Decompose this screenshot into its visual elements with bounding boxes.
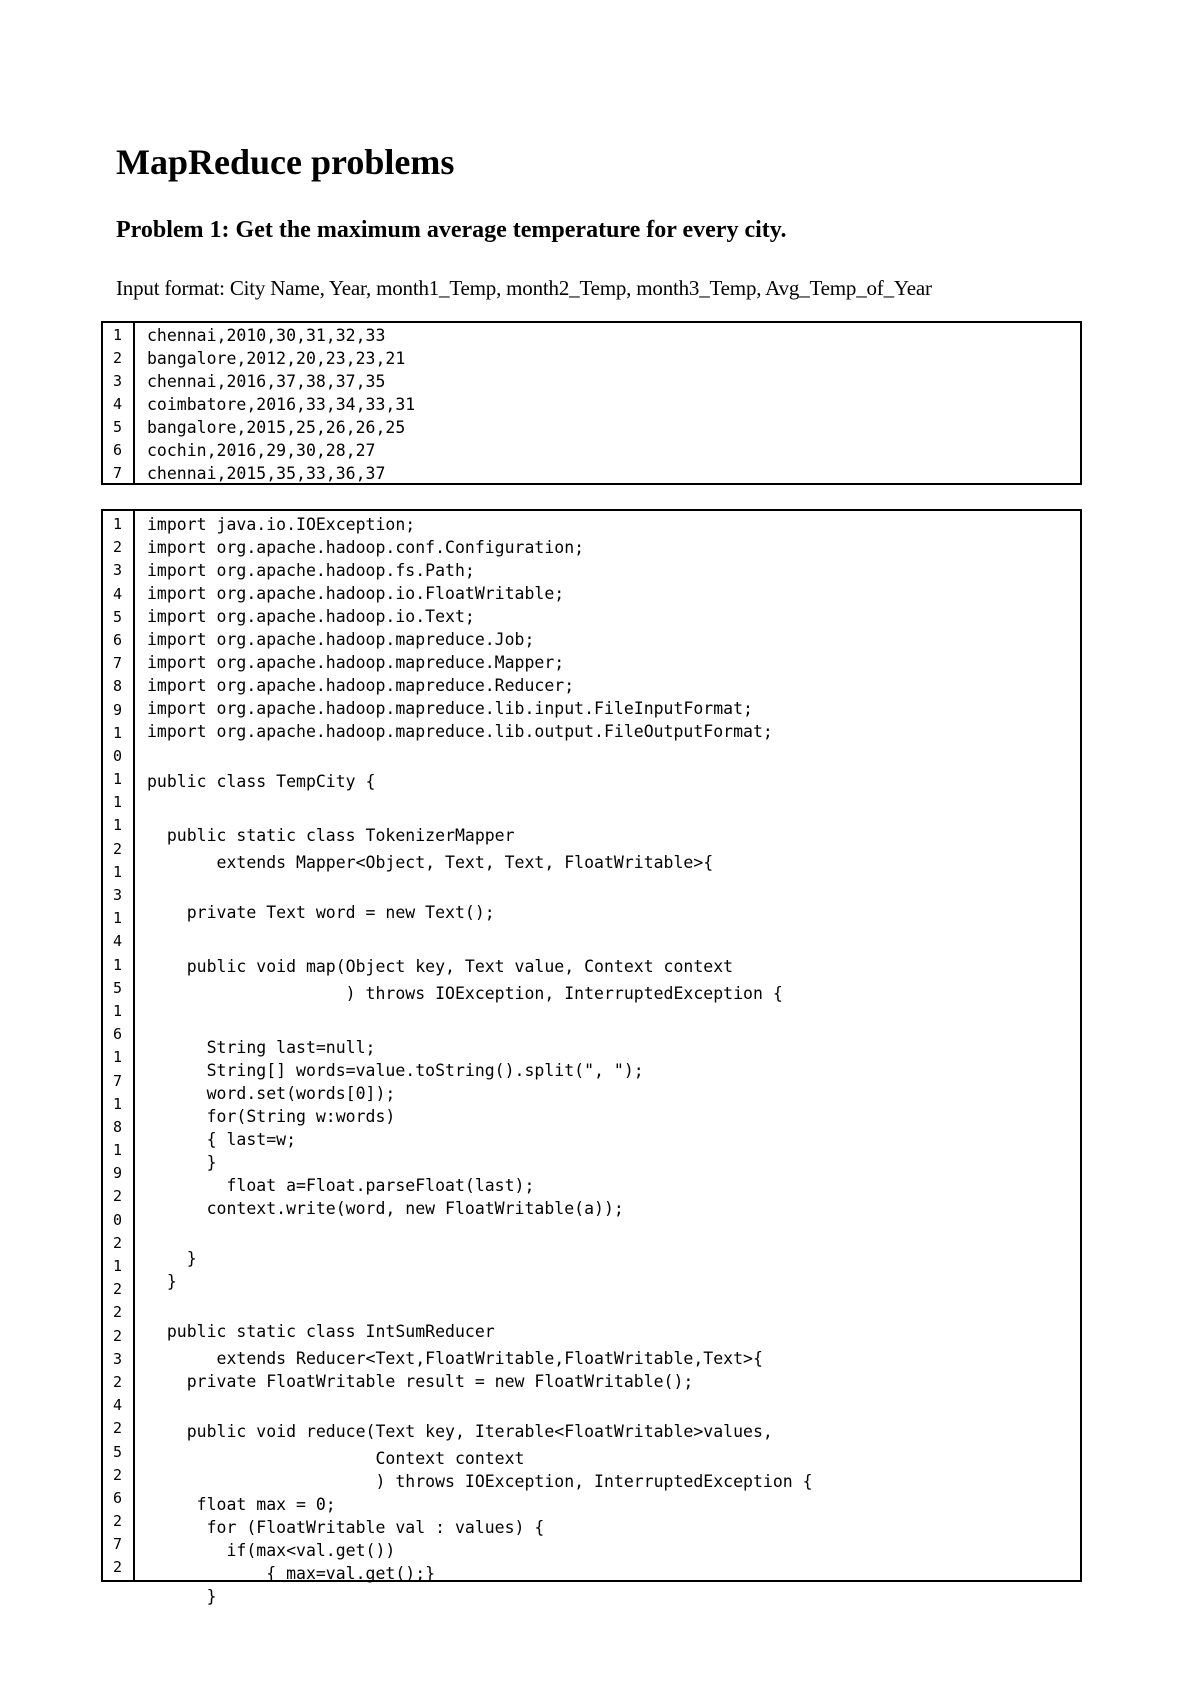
line-number: 3 — [113, 1349, 123, 1368]
line-number: 9 — [113, 700, 123, 719]
line-number: 6 — [113, 441, 123, 459]
code-line: { max=val.get();} — [147, 1564, 436, 1583]
line-number: 8 — [113, 1117, 123, 1136]
line-number: 1 — [113, 770, 123, 789]
line-number: 1 — [113, 326, 123, 344]
line-number: 5 — [113, 1442, 123, 1461]
code-line: } — [147, 1249, 197, 1268]
code-line: import org.apache.hadoop.mapreduce.Reducer; — [147, 676, 575, 695]
line-number: 7 — [113, 464, 123, 482]
line-number: 1 — [113, 909, 123, 928]
input-data-line: cochin,2016,29,30,28,27 — [147, 441, 376, 460]
line-number: 2 — [113, 1372, 123, 1391]
input-data-line: chennai,2010,30,31,32,33 — [147, 326, 386, 345]
code-line: import org.apache.hadoop.io.FloatWritable; — [147, 584, 565, 603]
line-number: 7 — [113, 1535, 123, 1554]
page-title: MapReduce problems — [116, 142, 455, 182]
line-number: 3 — [113, 561, 123, 580]
line-number: 0 — [113, 746, 123, 765]
line-number: 0 — [113, 1210, 123, 1229]
line-number: 2 — [113, 1187, 123, 1206]
line-number: 1 — [113, 816, 123, 835]
input-data-line: bangalore,2012,20,23,23,21 — [147, 349, 406, 368]
code-line — [135, 1009, 1080, 1036]
input-data-line: bangalore,2015,25,26,26,25 — [147, 418, 406, 437]
code-line: import org.apache.hadoop.conf.Configuration; — [147, 538, 585, 557]
line-number: 4 — [113, 395, 123, 413]
code-line: import org.apache.hadoop.mapreduce.Job; — [147, 630, 535, 649]
line-number: 1 — [113, 862, 123, 881]
code-line: extends Mapper<Object, Text, Text, FloatWritable>{ — [147, 853, 714, 872]
java-code-block — [101, 509, 1082, 1606]
code-line: float max = 0; — [147, 1495, 336, 1514]
line-number: 2 — [113, 1233, 123, 1252]
code-line — [135, 797, 1080, 824]
line-number: 2 — [113, 1465, 123, 1484]
line-number: 2 — [113, 1419, 123, 1438]
line-number: 5 — [113, 978, 123, 997]
code-line: import org.apache.hadoop.mapreduce.lib.input.FileInputFormat; — [147, 699, 753, 718]
line-number: 1 — [113, 1048, 123, 1067]
code-line: for (FloatWritable val : values) { — [147, 1518, 545, 1537]
line-number: 4 — [113, 1396, 123, 1415]
line-number: 9 — [113, 1164, 123, 1183]
code-line: private FloatWritable result = new FloatWritable(); — [147, 1372, 694, 1391]
line-number-gutter — [103, 511, 135, 1580]
line-number: 4 — [113, 932, 123, 951]
code-line: String last=null; — [147, 1038, 376, 1057]
code-line: } — [147, 1272, 177, 1291]
problem-heading: Problem 1: Get the maximum average temperature for every city. — [116, 217, 787, 243]
line-number: 6 — [113, 1488, 123, 1507]
input-data-block — [101, 321, 1082, 485]
code-line: } — [147, 1587, 217, 1606]
code-line: public static class TokenizerMapper — [147, 826, 515, 845]
line-number: 1 — [113, 1094, 123, 1113]
code-line: ) throws IOException, InterruptedException { — [147, 1472, 813, 1491]
line-number: 5 — [113, 418, 123, 436]
code-line: import org.apache.hadoop.mapreduce.Mapper; — [147, 653, 565, 672]
java-code-lines — [135, 511, 1080, 1606]
input-data-line: coimbatore,2016,33,34,33,31 — [147, 395, 416, 414]
line-number: 2 — [113, 1303, 123, 1322]
line-number: 1 — [113, 515, 123, 533]
code-line — [135, 874, 1080, 901]
line-number: 7 — [113, 1071, 123, 1090]
code-line: if(max<val.get()) — [147, 1541, 396, 1560]
code-line — [135, 928, 1080, 955]
line-number: 7 — [113, 654, 123, 673]
code-line: { last=w; — [147, 1130, 297, 1149]
line-number: 2 — [113, 538, 123, 557]
code-line: public static class IntSumReducer — [147, 1322, 495, 1341]
code-line: ) throws IOException, InterruptedException { — [147, 984, 783, 1003]
code-line — [135, 743, 1080, 770]
line-number: 1 — [113, 1001, 123, 1020]
input-data-lines — [135, 323, 1080, 483]
input-format-text: Input format: City Name, Year, month1_Temp, month2_Temp, month3_Temp, Avg_Temp_of_Year — [116, 276, 932, 300]
code-line: public void reduce(Text key, Iterable<FloatWritable>values, — [147, 1422, 773, 1441]
input-data-line: chennai,2015,35,33,36,37 — [147, 464, 386, 483]
line-number: 3 — [113, 372, 123, 390]
code-line: Context context — [147, 1449, 525, 1468]
line-number: 1 — [113, 793, 123, 812]
line-number: 1 — [113, 723, 123, 742]
line-number: 1 — [113, 955, 123, 974]
line-number: 2 — [113, 349, 123, 367]
code-line: private Text word = new Text(); — [147, 903, 495, 922]
input-data-line: chennai,2016,37,38,37,35 — [147, 372, 386, 391]
code-line — [135, 1293, 1080, 1320]
code-line: import java.io.IOException; — [147, 515, 416, 534]
line-number: 4 — [113, 584, 123, 603]
code-line: String[] words=value.toString().split(", "); — [147, 1061, 644, 1080]
line-number: 6 — [113, 1025, 123, 1044]
code-line — [135, 1393, 1080, 1420]
code-line: public class TempCity { — [147, 772, 376, 791]
code-line: word.set(words[0]); — [147, 1084, 396, 1103]
code-line: extends Reducer<Text,FloatWritable,FloatWritable,Text>{ — [147, 1349, 763, 1368]
code-line: public void map(Object key, Text value, Context context — [147, 957, 734, 976]
code-line: float a=Float.parseFloat(last); — [147, 1176, 535, 1195]
line-number: 5 — [113, 607, 123, 626]
line-number: 6 — [113, 630, 123, 649]
code-line: context.write(word, new FloatWritable(a)); — [147, 1199, 624, 1218]
line-number: 2 — [113, 839, 123, 858]
line-number: 8 — [113, 677, 123, 696]
code-line — [135, 1220, 1080, 1247]
line-number: 3 — [113, 886, 123, 904]
line-number: 2 — [113, 1280, 123, 1299]
line-number: 2 — [113, 1558, 123, 1577]
line-number: 2 — [113, 1512, 123, 1531]
line-number: 2 — [113, 1326, 123, 1345]
line-number-gutter — [103, 323, 135, 483]
code-line: import org.apache.hadoop.fs.Path; — [147, 561, 475, 580]
code-line: for(String w:words) — [147, 1107, 396, 1126]
line-number: 1 — [113, 1141, 123, 1160]
code-line: import org.apache.hadoop.io.Text; — [147, 607, 475, 626]
code-line: import org.apache.hadoop.mapreduce.lib.output.FileOutputFormat; — [147, 722, 773, 741]
code-line: } — [147, 1153, 217, 1172]
line-number: 1 — [113, 1257, 123, 1275]
